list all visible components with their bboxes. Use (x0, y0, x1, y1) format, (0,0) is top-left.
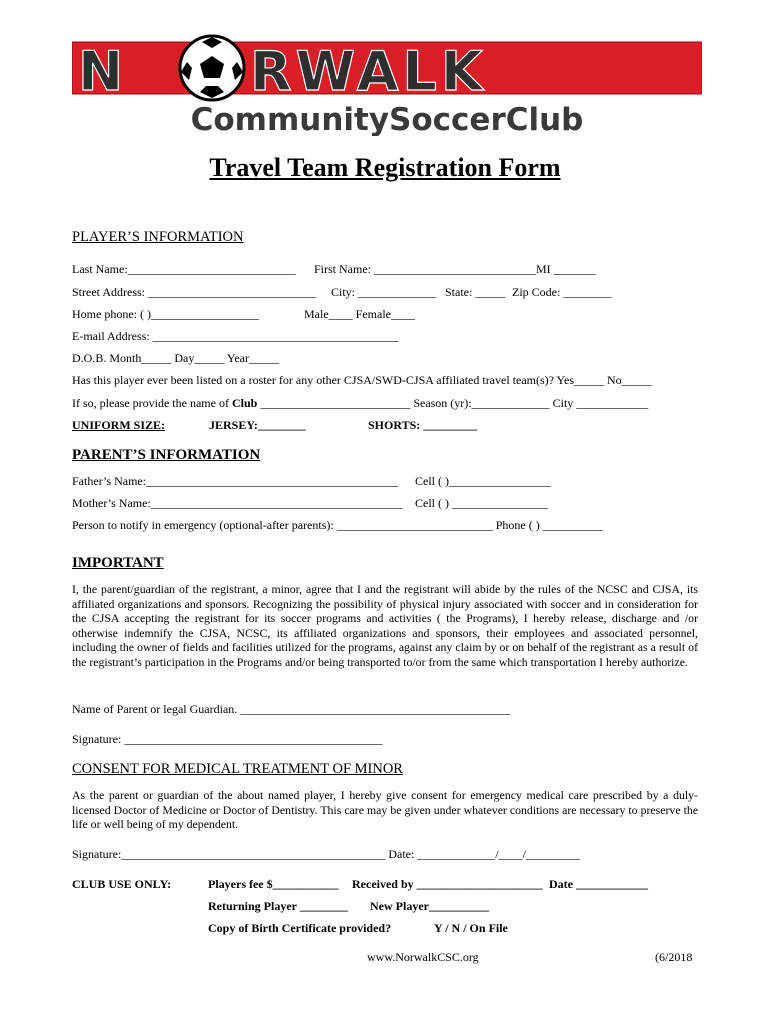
gender-field[interactable]: Male____ Female____ (304, 307, 415, 321)
city-field[interactable]: City: _____________ (331, 285, 437, 299)
footer-website: www.NorwalkCSC.org (367, 950, 479, 964)
logo-text-line2: CommunitySoccerClub (190, 102, 584, 136)
email-field[interactable]: E-mail Address: _________________________________________ (72, 329, 399, 343)
mother-cell-field[interactable]: Cell ( ) ________________ (415, 496, 548, 510)
jersey-size-field[interactable]: JERSEY:________ (209, 418, 306, 432)
logo-text-rwalk: RWALK (250, 40, 487, 103)
first-name-field[interactable]: First Name: ___________________________MI _______ (314, 262, 596, 276)
previous-club-rest: _________________________ Season (yr):_____________ City ____________ (257, 396, 649, 410)
birth-certificate-options[interactable]: Y / N / On File (434, 921, 508, 935)
club-use-label: CLUB USE ONLY: (72, 877, 172, 891)
consent-signature-field[interactable]: Signature:____________________________________________ Date: _____________/____/_________ (72, 847, 580, 861)
guardian-signature-field[interactable]: Signature: ___________________________________________ (72, 732, 383, 746)
previous-club-prefix: If so, please provide the name of (72, 396, 232, 410)
street-address-field[interactable]: Street Address: ____________________________ (72, 285, 316, 299)
received-by-field[interactable]: Received by _____________________ (352, 877, 543, 891)
players-fee-field[interactable]: Players fee $___________ (208, 877, 339, 891)
birth-certificate-label: Copy of Birth Certificate provided? (208, 921, 392, 935)
consent-heading: CONSENT FOR MEDICAL TREATMENT OF MINOR (72, 761, 403, 777)
state-field[interactable]: State: _____ (445, 285, 506, 299)
zip-code-field[interactable]: Zip Code: ________ (512, 285, 612, 299)
club-date-field[interactable]: Date ____________ (549, 877, 648, 891)
mother-name-field[interactable]: Mother’s Name:__________________________________________ (72, 496, 403, 510)
uniform-size-label: UNIFORM SIZE: (72, 418, 166, 432)
guardian-name-field[interactable]: Name of Parent or legal Guardian. _____________________________________________ (72, 702, 511, 716)
release-paragraph: I, the parent/guardian of the registrant, a minor, agree that I and the registrant will abide by the rules of the NCSC and CJSA, its affiliated organizations and sponsors. Recognizing the possibility of physical injury associated with soccer and in consideration for the CJSA accepting the registrant for its soccer programs and activities ( the Programs), I hereby release, discharge and /or otherwise indemnify the CJSA, NCSC, its affiliated organizations and sponsors, their employees and associated personnel, including the owner of fields and facilities utilized for the programs, against any claim by or on behalf of the registrant as a result of the registrant’s participation in the Programs and/or being transported to/or from the same which transportation I hereby authorize. (72, 582, 698, 669)
consent-paragraph: As the parent or guardian of the about named player, I hereby give consent for emergency medical care prescribed by a duly-licensed Doctor of Medicine or Doctor of Dentistry. This care may be given under whatever conditions are necessary to preserve the life or well being of my dependent. (72, 788, 698, 832)
player-section-heading: PLAYER’S INFORMATION (72, 229, 244, 245)
father-cell-field[interactable]: Cell ( )_________________ (415, 474, 551, 488)
dob-field[interactable]: D.O.B. Month_____ Day_____ Year_____ (72, 351, 279, 365)
club-logo-graphic (72, 32, 702, 136)
footer-revision: (6/2018 (655, 950, 693, 964)
last-name-field[interactable]: Last Name:____________________________ (72, 262, 296, 276)
shorts-size-field[interactable]: SHORTS: _________ (368, 418, 478, 432)
soccer-ball-icon (180, 36, 244, 100)
club-logo (72, 32, 702, 136)
father-name-field[interactable]: Father’s Name:__________________________________________ (72, 474, 399, 488)
form-title: Travel Team Registration Form (209, 153, 561, 182)
roster-question[interactable]: Has this player ever been listed on a roster for any other CJSA/SWD-CJSA affiliated travel team(s)? Yes_____ No_____ (72, 373, 652, 387)
parent-section-heading: PARENT’S INFORMATION (72, 447, 261, 463)
new-player-field[interactable]: New Player__________ (370, 899, 489, 913)
emergency-contact-field[interactable]: Person to notify in emergency (optional-after parents): __________________________ Phone ( ) __________ (72, 518, 603, 532)
logo-text-n: N (78, 40, 126, 103)
returning-player-field[interactable]: Returning Player ________ (208, 899, 348, 913)
previous-club-label: Club (231, 396, 258, 410)
important-heading: IMPORTANT (72, 555, 164, 571)
home-phone-field[interactable]: Home phone: ( )__________________ (72, 307, 259, 321)
previous-club-field[interactable] (72, 396, 648, 410)
